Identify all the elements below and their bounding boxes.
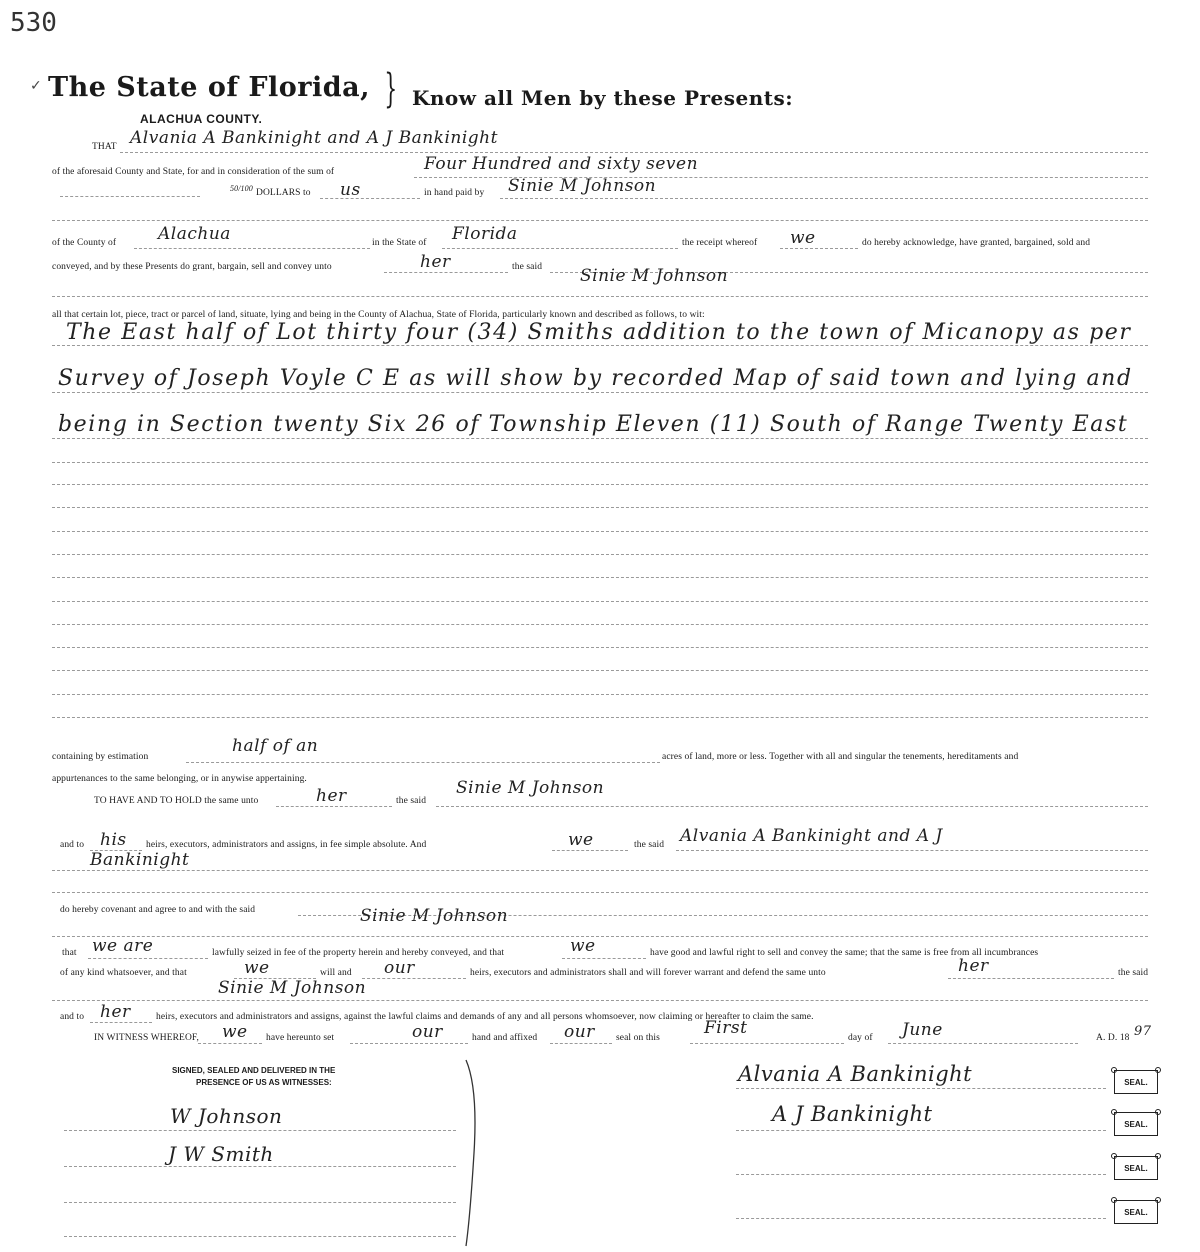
field-defend-said: Sinie M Johnson bbox=[218, 978, 367, 998]
label-acknowledge: do hereby acknowledge, have granted, bargained, sold and bbox=[862, 238, 1091, 248]
label-have-good: have good and lawful right to sell and convey the same; that the same is free from all incumbrances bbox=[650, 948, 1039, 958]
label-covenant: do hereby covenant and agree to and with the said bbox=[60, 905, 256, 915]
field-cents: 50/100 bbox=[230, 184, 253, 193]
description-line-2: Survey of Joseph Voyle C E as will show by recorded Map of said town and lying and bbox=[58, 366, 1133, 391]
field-dollars-to: us bbox=[340, 180, 361, 200]
check-mark: ✓ bbox=[30, 78, 42, 94]
seal-4 bbox=[1114, 1200, 1158, 1224]
label-that: THAT bbox=[92, 142, 117, 152]
field-affixed-our: our bbox=[564, 1022, 595, 1042]
witness-bracket bbox=[462, 1058, 484, 1248]
witness-2: J W Smith bbox=[168, 1142, 274, 1166]
field-county: Alachua bbox=[158, 224, 231, 244]
field-seized: we are bbox=[92, 936, 154, 956]
label-containing: containing by estimation bbox=[52, 752, 149, 762]
field-have-hold-unto: her bbox=[316, 786, 347, 806]
seal-1 bbox=[1114, 1070, 1158, 1094]
label-dollars-to: DOLLARS to bbox=[256, 188, 311, 198]
witness-heading-2: PRESENCE OF US AS WITNESSES: bbox=[196, 1078, 332, 1087]
proclamation: Know all Men by these Presents: bbox=[412, 86, 794, 110]
field-set-our: our bbox=[412, 1022, 443, 1042]
label-conveyed: conveyed, and by these Presents do grant, bargain, sell and convey unto bbox=[52, 262, 332, 272]
label-all-that: all that certain lot, piece, tract or parcel of land, situate, lying and being in the County of Alachua, State of Florida, particularly known and described as follows, to wit: bbox=[52, 310, 705, 320]
label-of-any-kind: of any kind whatsoever, and that bbox=[60, 968, 187, 978]
label-the-said-1: the said bbox=[512, 262, 543, 272]
label-lawfully: lawfully seized in fee of the property herein and hereby conveyed, and that bbox=[212, 948, 505, 958]
page-number: 530 bbox=[10, 8, 57, 38]
seal-label-3: SEAL. bbox=[1124, 1163, 1148, 1173]
field-will-our: our bbox=[384, 958, 415, 978]
field-have-hold-said: Sinie M Johnson bbox=[456, 778, 605, 798]
seal-label-1: SEAL. bbox=[1124, 1077, 1148, 1087]
label-and-to-2: and to bbox=[60, 1012, 85, 1022]
label-have-hereunto: have hereunto set bbox=[266, 1033, 335, 1043]
description-line-1: The East half of Lot thirty four (34) Smiths addition to the town of Micanopy as per bbox=[66, 320, 1132, 345]
field-that-we-2: we bbox=[244, 958, 270, 978]
field-said-grantors-1: Alvania A Bankinight and A J bbox=[680, 826, 943, 846]
field-paid-by: Sinie M Johnson bbox=[508, 176, 657, 196]
label-that-lower: that bbox=[62, 948, 77, 958]
field-receipt-by: we bbox=[790, 228, 816, 248]
label-day-of: day of bbox=[848, 1033, 873, 1043]
label-heirs-exec-admin: heirs, executors and administrators shall and will forever warrant and defend the same unto bbox=[470, 968, 826, 978]
label-to-have: TO HAVE AND TO HOLD the same unto bbox=[94, 796, 259, 806]
label-heirs-against: heirs, executors and administrators and assigns, against the lawful claims and demands of any and all persons whomsoever, now claiming or hereafter to claim the same. bbox=[156, 1012, 814, 1022]
label-seal-on-this: seal on this bbox=[616, 1033, 660, 1043]
field-month: June bbox=[902, 1020, 943, 1040]
seal-3 bbox=[1114, 1156, 1158, 1180]
label-county-of: of the County of bbox=[52, 238, 117, 248]
label-heirs-exec: heirs, executors, administrators and assigns, in fee simple absolute. And bbox=[146, 840, 427, 850]
field-witness-we: we bbox=[222, 1022, 248, 1042]
label-will-and: will and bbox=[320, 968, 352, 978]
field-sum-words: Four Hundred and sixty seven bbox=[424, 154, 699, 174]
label-hand-affixed: hand and affixed bbox=[472, 1033, 538, 1043]
seal-label-4: SEAL. bbox=[1124, 1207, 1148, 1217]
signature-1: Alvania A Bankinight bbox=[738, 1062, 973, 1086]
field-grantors: Alvania A Bankinight and A J Bankinight bbox=[130, 128, 498, 148]
label-paid-by: in hand paid by bbox=[424, 188, 485, 198]
label-state-of: in the State of bbox=[372, 238, 427, 248]
witness-1: W Johnson bbox=[170, 1104, 283, 1128]
label-and-to-1: and to bbox=[60, 840, 85, 850]
field-covenant-with: Sinie M Johnson bbox=[360, 906, 509, 926]
witness-heading-1: SIGNED, SEALED AND DELIVERED IN THE bbox=[172, 1066, 336, 1075]
county-heading: ALACHUA COUNTY. bbox=[140, 112, 263, 126]
header-brace: } bbox=[384, 66, 398, 112]
label-appurtenances: appurtenances to the same belonging, or in anywise appertaining. bbox=[52, 774, 307, 784]
field-said-grantors-2: Bankinight bbox=[90, 850, 190, 870]
label-receipt: the receipt whereof bbox=[682, 238, 758, 248]
label-ad: A. D. 18 bbox=[1096, 1033, 1130, 1043]
seal-label-2: SEAL. bbox=[1124, 1119, 1148, 1129]
field-and-who: we bbox=[568, 830, 594, 850]
seal-2 bbox=[1114, 1112, 1158, 1136]
field-and-to-her: her bbox=[100, 1002, 131, 1022]
field-grantee: Sinie M Johnson bbox=[580, 266, 729, 286]
label-in-witness: IN WITNESS WHEREOF, bbox=[94, 1033, 200, 1043]
state-title: The State of Florida, bbox=[48, 72, 371, 103]
field-defend-unto: her bbox=[958, 956, 989, 976]
field-state: Florida bbox=[452, 224, 518, 244]
field-day: First bbox=[704, 1018, 748, 1038]
field-estimation: half of an bbox=[232, 736, 319, 756]
label-the-said-2: the said bbox=[396, 796, 427, 806]
label-the-said-4: the said bbox=[1118, 968, 1149, 978]
label-aforesaid: of the aforesaid County and State, for and in consideration of the sum of bbox=[52, 167, 335, 177]
field-that-we: we bbox=[570, 936, 596, 956]
field-year: 97 bbox=[1134, 1024, 1152, 1039]
label-the-said-3: the said bbox=[634, 840, 665, 850]
label-acres: acres of land, more or less. Together with all and singular the tenements, hereditaments and bbox=[662, 752, 1019, 762]
description-line-3: being in Section twenty Six 26 of Township Eleven (11) South of Range Twenty East bbox=[58, 412, 1129, 437]
field-and-to: his bbox=[100, 830, 127, 850]
field-convey-unto: her bbox=[420, 252, 451, 272]
signature-2: A J Bankinight bbox=[772, 1102, 933, 1126]
